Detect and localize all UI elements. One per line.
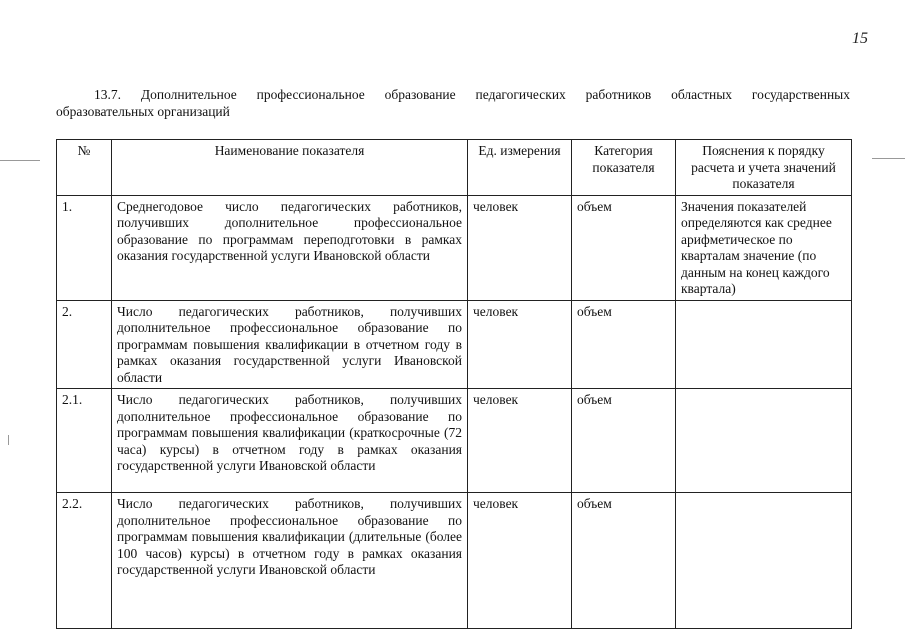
indicators-table — [56, 139, 852, 629]
row-notes — [676, 300, 852, 389]
row-num: 2.2. — [57, 493, 112, 629]
row-name: Среднегодовое число педагогических работников, получивших дополнительное профессиональное образование по программам переподготовки в рамках оказания государственной услуги Ивановской области — [112, 195, 468, 300]
row-notes — [676, 389, 852, 493]
row-name: Число педагогических работников, получивших дополнительное профессиональное образование по программам повышения квалификации (краткосрочные (72 часа) курсы) в отчетном году в рамках оказания государственной услуги Ивановской области — [112, 389, 468, 493]
row-unit: человек — [468, 493, 572, 629]
table-row — [57, 195, 852, 300]
scan-artifact-line — [872, 158, 905, 159]
row-num: 2.1. — [57, 389, 112, 493]
table-header-row — [57, 140, 852, 196]
row-num: 1. — [57, 195, 112, 300]
header-notes: Пояснения к порядку расчета и учета значений показателя — [676, 140, 852, 196]
table-row — [57, 389, 852, 493]
row-num: 2. — [57, 300, 112, 389]
row-name: Число педагогических работников, получивших дополнительное профессиональное образование по программам повышения квалификации в отчетном году в рамках оказания государственной услуги Ивановской области — [112, 300, 468, 389]
row-name: Число педагогических работников, получивших дополнительное профессиональное образование по программам повышения квалификации (длительные (более 100 часов) курсы) в отчетном году в рамках оказания государственной услуги Ивановской области — [112, 493, 468, 629]
header-name: Наименование показателя — [112, 140, 468, 196]
table-row — [57, 493, 852, 629]
row-notes — [676, 493, 852, 629]
header-category: Категория показателя — [572, 140, 676, 196]
row-unit: человек — [468, 300, 572, 389]
row-unit: человек — [468, 389, 572, 493]
section-heading — [56, 86, 850, 120]
heading-line-2: образовательных организаций — [56, 104, 230, 119]
row-notes: Значения показателей определяются как среднее арифметическое по кварталам значение (по данным на конец каждого квартала) — [676, 195, 852, 300]
scan-artifact-line — [8, 435, 9, 445]
row-unit: человек — [468, 195, 572, 300]
header-num: № — [57, 140, 112, 196]
row-category: объем — [572, 300, 676, 389]
page-number: 15 — [852, 30, 868, 47]
table-row — [57, 300, 852, 389]
row-category: объем — [572, 389, 676, 493]
row-category: объем — [572, 493, 676, 629]
row-category: объем — [572, 195, 676, 300]
scan-artifact-line — [0, 160, 40, 161]
heading-line-1: 13.7. Дополнительное профессиональное образование педагогических работников областных государственных — [94, 87, 850, 102]
header-unit: Ед. измерения — [468, 140, 572, 196]
